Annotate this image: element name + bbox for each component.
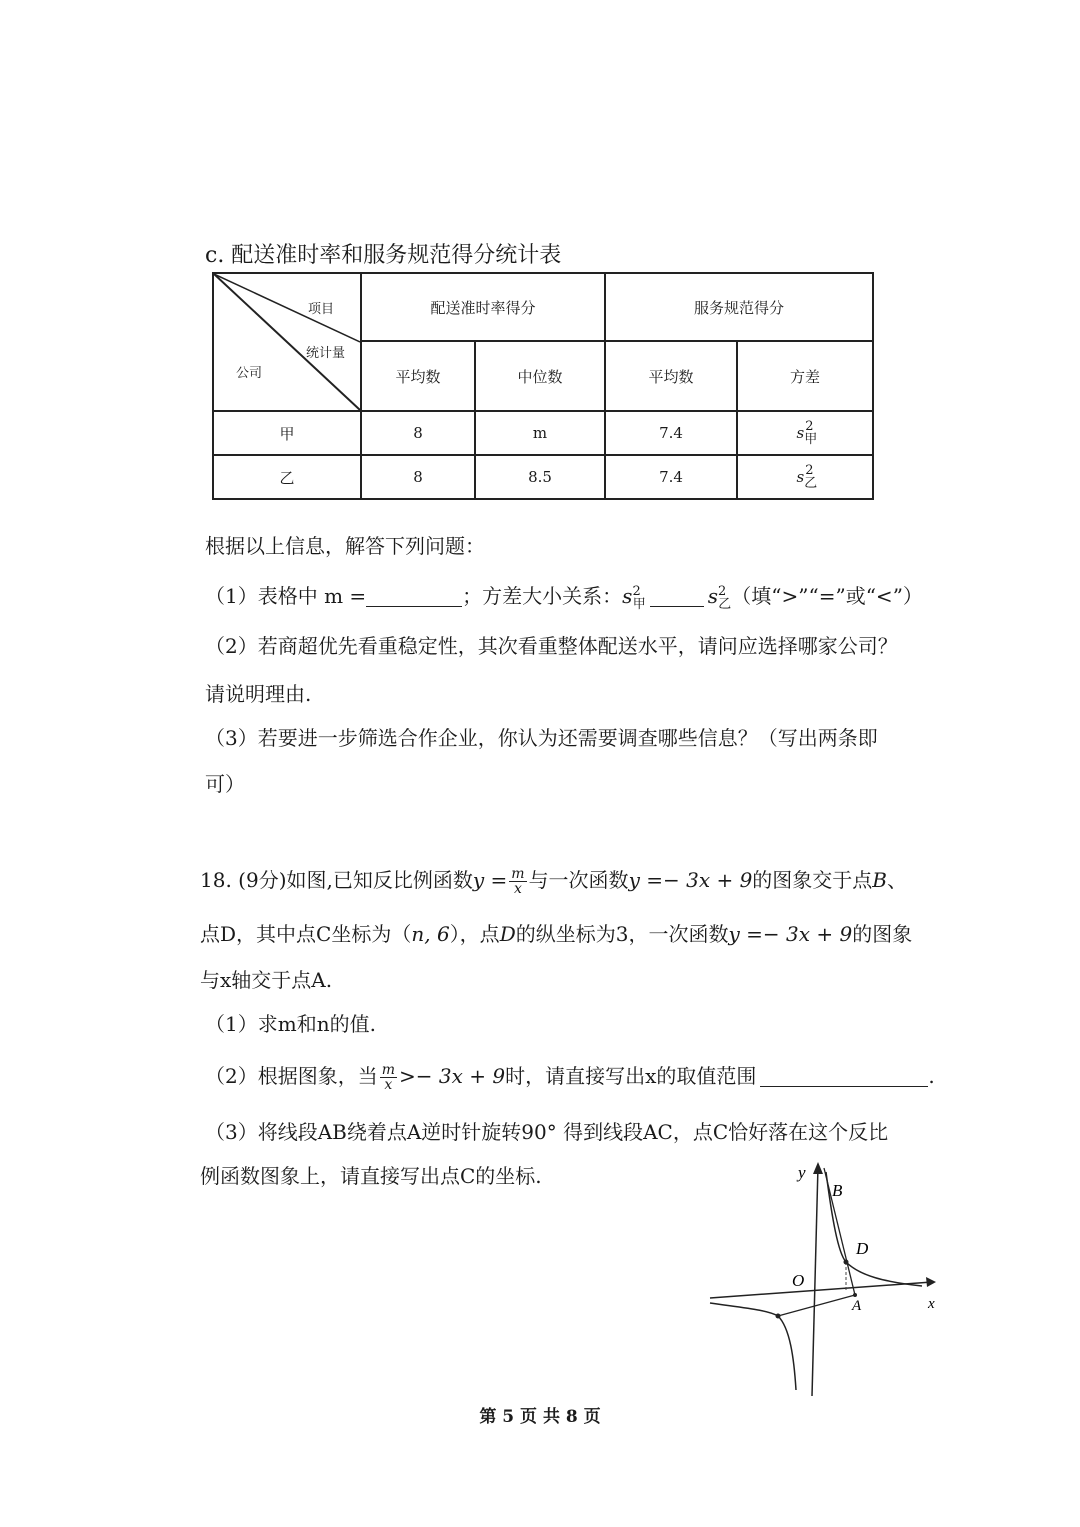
fraction-m-over-x: $\frac{m}{x}$ <box>381 1062 396 1093</box>
x-axis <box>710 1282 932 1298</box>
function-graph <box>700 1158 950 1398</box>
median-cell: 8.5 <box>475 455 605 499</box>
q18-part1: （1）求m和n的值. <box>205 1012 376 1036</box>
answer-blank-range[interactable] <box>760 1066 928 1087</box>
point-d-dot <box>844 1260 849 1265</box>
y-axis-arrow <box>813 1162 823 1174</box>
origin-label: O <box>792 1271 805 1290</box>
point-d-label: D <box>856 1239 869 1258</box>
mean-cell: 8 <box>361 455 475 499</box>
q17-part3-line1: （3）若要进一步筛选合作企业，你认为还需要调查哪些信息？（写出两条即 <box>205 726 878 750</box>
q17-intro: 根据以上信息，解答下列问题： <box>205 534 485 558</box>
col-mean-header: 平均数 <box>361 341 475 411</box>
q18-part2: （2）根据图象，当 $\frac{m}{x}$ >− 3x + 9时，请直接写出x的取值范围 . <box>205 1062 935 1093</box>
col-median-header: 中位数 <box>475 341 605 411</box>
fraction-m-over-x: $\frac{m}{x}$ <box>511 866 525 897</box>
q18-line3: 与x轴交于点A. <box>200 968 333 992</box>
q17-part3-line2: 可） <box>205 772 245 796</box>
mean2-cell: 7.4 <box>605 455 737 499</box>
col-variance-header: 方差 <box>737 341 873 411</box>
header-item-label: 项目 <box>308 302 335 317</box>
mean2-cell: 7.4 <box>605 411 737 455</box>
table-caption: c. 配送准时率和服务规范得分统计表 <box>205 243 562 268</box>
hyperbola-branch-2 <box>710 1303 796 1390</box>
point-b-label: B <box>832 1181 843 1200</box>
y-axis-label: y <box>798 1163 806 1182</box>
answer-blank-m[interactable] <box>366 586 462 607</box>
point-a-dot <box>853 1293 857 1297</box>
group-delivery-header: 配送准时率得分 <box>361 273 605 341</box>
answer-blank-compare[interactable] <box>650 586 704 607</box>
point-a-label: A <box>852 1298 862 1314</box>
statistics-table <box>212 272 874 500</box>
company-cell: 乙 <box>213 455 361 499</box>
point-c-dot <box>776 1314 781 1319</box>
q17-part1: （1）表格中 m = ；方差大小关系：$s^2_甲$ $s^2_乙$（填“>”“=”或“<”） <box>205 584 923 612</box>
q18-part3-line2: 例函数图象上，请直接写出点C的坐标. <box>200 1164 542 1188</box>
median-cell: m <box>475 411 605 455</box>
x-axis-label: x <box>928 1296 935 1312</box>
variance-cell: s乙2 <box>737 455 873 499</box>
variance-cell: s甲2 <box>737 411 873 455</box>
y-axis <box>812 1166 818 1396</box>
q18-line1: 18. (9分)如图,已知反比例函数y = $\frac{m}{x}$ 与一次函数y =− 3x + 9的图象交于点B、 <box>200 866 907 897</box>
table-row <box>213 411 873 455</box>
q18-line2: 点D，其中点C坐标为（n, 6），点D的纵坐标为3，一次函数y =− 3x + 9的图象 <box>200 922 913 946</box>
x-axis-arrow <box>926 1277 936 1287</box>
segment-ac <box>778 1295 855 1316</box>
q18-part3-line1: （3）将线段AB绕着点A逆时针旋转90° 得到线段AC，点C恰好落在这个反比 <box>205 1120 889 1144</box>
q17-part2-line2: 请说明理由. <box>205 682 312 706</box>
table-row <box>213 455 873 499</box>
header-company-label: 公司 <box>236 366 263 381</box>
q17-part2-line1: （2）若商超优先看重稳定性，其次看重整体配送水平，请问应选择哪家公司？ <box>205 634 898 658</box>
group-service-header: 服务规范得分 <box>605 273 873 341</box>
col-mean2-header: 平均数 <box>605 341 737 411</box>
diagonal-header-cell <box>213 273 361 411</box>
page-footer: 第 5 页 共 8 页 <box>479 1407 601 1427</box>
company-cell: 甲 <box>213 411 361 455</box>
mean-cell: 8 <box>361 411 475 455</box>
header-stat-label: 统计量 <box>306 346 346 361</box>
